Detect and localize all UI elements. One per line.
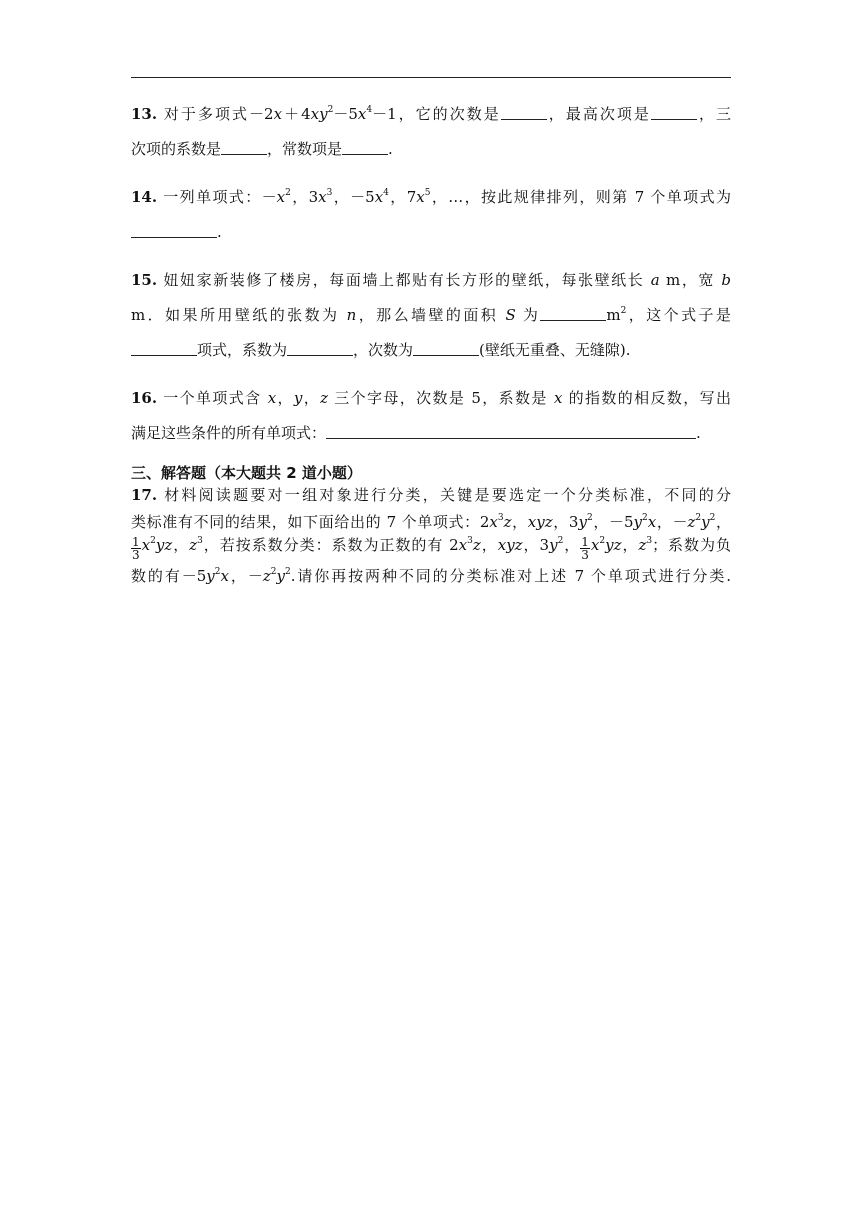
question-number: 13. — [131, 105, 158, 123]
q15-line-2: m．如果所用壁纸的张数为 n，那么墙壁的面积 S 为 $m^2$，这个式子是 — [131, 306, 731, 324]
answer-blank[interactable] — [540, 306, 606, 321]
question-number: 17. — [131, 486, 158, 504]
question-number: 15. — [131, 271, 158, 289]
q17-line-4: 数的有$-5y^2x$，$-z^2y^2$.请你再按两种不同的分类标准对上述 7 个单项式进行分类. — [131, 567, 731, 585]
answer-blank[interactable] — [287, 341, 353, 356]
q15-line-3: 项式，系数为 ，次数为 (壁纸无重叠、无缝隙). — [131, 340, 731, 360]
answer-blank[interactable] — [501, 105, 547, 120]
worksheet-content — [131, 104, 731, 586]
answer-blank[interactable] — [413, 341, 479, 356]
q16-line-2: 满足这些条件的所有单项式： . — [131, 424, 701, 442]
question-16 — [131, 388, 731, 443]
q15-line-1: 15. 妞妞家新装修了楼房，每面墙上都贴有长方形的壁纸，每张壁纸长 a m，宽 b — [131, 271, 731, 289]
question-number: 14. — [131, 188, 158, 206]
question-17 — [131, 485, 731, 586]
question-number: 16. — [131, 389, 158, 407]
q14-line-2: . — [131, 222, 731, 242]
q13-line-1: 13. 对于多项式$-2x+4xy^2-5x^4-1$，它的次数是 ，最高次项是 ，三 — [131, 105, 731, 123]
q17-line-1: 17. 材料阅读题要对一组对象进行分类，关键是要选定一个分类标准，不同的分 — [131, 486, 731, 504]
section-heading: 三、解答题（本大题共 2 道小题） — [131, 464, 362, 482]
q17-line-2: 类标准有不同的结果，如下面给出的 7 个单项式：$2x^3z$，xyz，$3y^2$，$-5y^2x$，$-z^2y^2$， — [131, 513, 731, 531]
question-13 — [131, 104, 731, 159]
question-14 — [131, 187, 731, 242]
answer-blank[interactable] — [651, 105, 697, 120]
header-rule — [131, 77, 731, 78]
question-15 — [131, 270, 731, 360]
fraction-one-third: $\frac{1}{3}$ — [132, 534, 140, 562]
q14-line-1: 14. 一列单项式：$-x^2$，$3x^3$，$-5x^4$，$7x^5$，…，按此规律排列，则第 7 个单项式为 — [131, 188, 731, 206]
answer-blank[interactable] — [221, 140, 267, 155]
q13-line-2: 次项的系数是 ，常数项是 . — [131, 140, 393, 158]
answer-blank[interactable] — [342, 140, 388, 155]
answer-blank[interactable] — [326, 424, 696, 439]
answer-blank[interactable] — [131, 341, 197, 356]
fraction-one-third: $\frac{1}{3}$ — [581, 534, 589, 562]
q16-line-1: 16. 一个单项式含 x，y，z 三个字母，次数是 5，系数是 x 的指数的相反数，写出 — [131, 389, 731, 407]
q17-line-3: $\frac{1}{3}$ $x^2yz$，$z^3$，若按系数分类：系数为正数的有 $2x^3z$，xyz，$3y^2$， $\frac{1}{3}$ $x^2yz$，$z^3$；系数为负 — [132, 534, 731, 562]
answer-blank[interactable] — [131, 223, 217, 238]
